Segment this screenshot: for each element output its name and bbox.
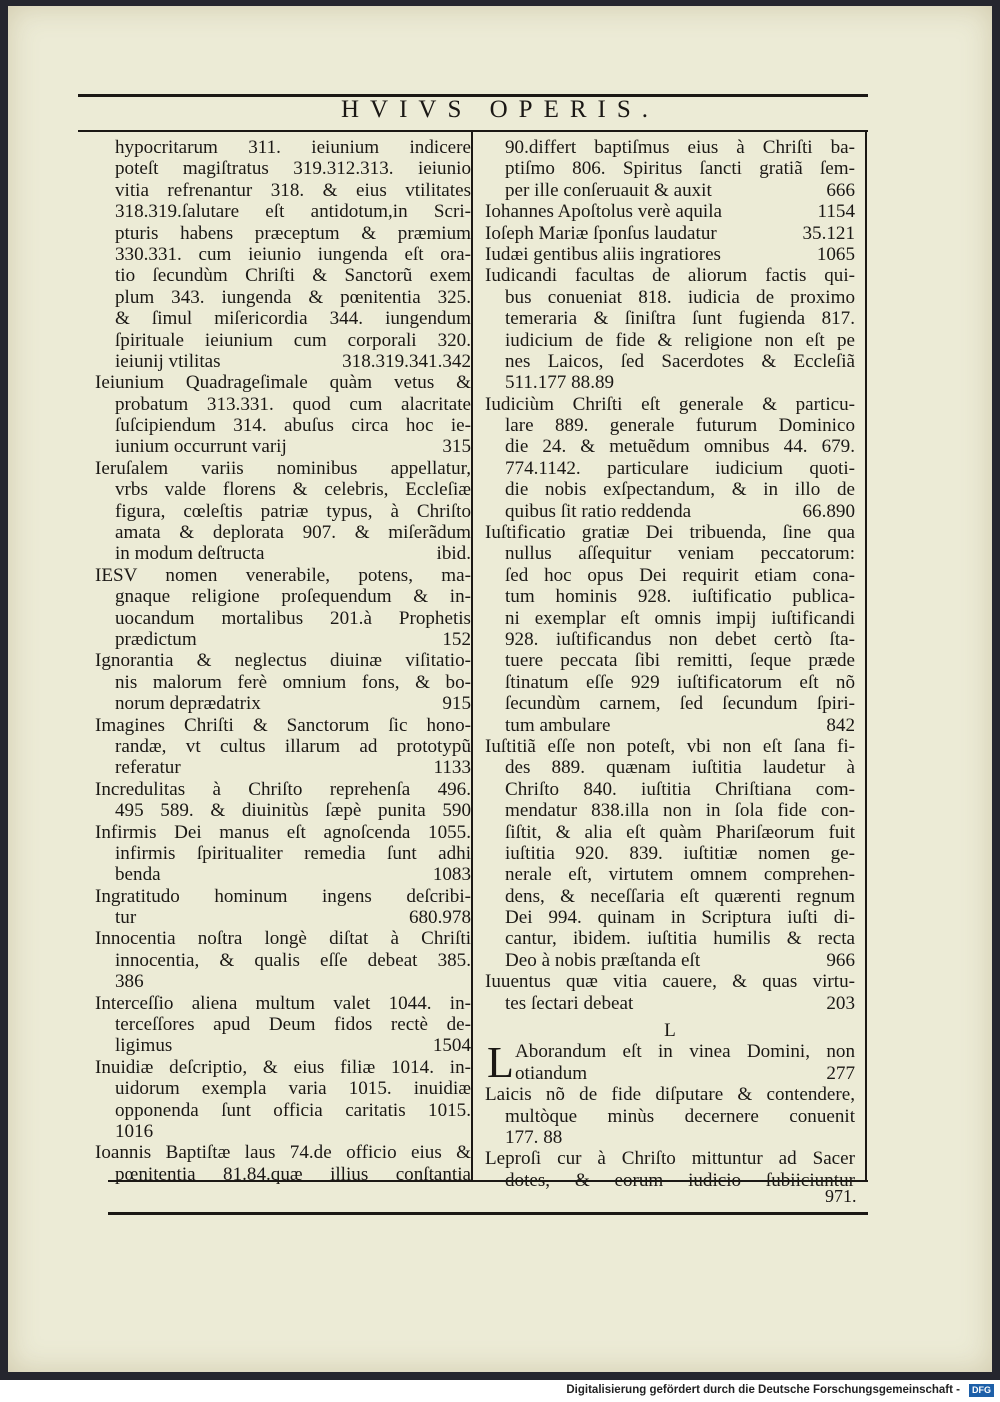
page-reference: 1133 xyxy=(433,757,471,779)
index-line xyxy=(485,1127,855,1148)
index-text: IESV nomen venerabile, potens, ma- xyxy=(95,564,471,586)
index-text: 511.177 88.89 xyxy=(505,372,615,394)
index-line xyxy=(485,1063,855,1084)
index-text: nes Laicos, ſed Sacerdotes & Eccleſiã xyxy=(505,350,855,372)
index-text: Iudæi gentibus aliis ingratiores xyxy=(485,243,721,265)
index-line xyxy=(95,629,471,650)
index-line xyxy=(485,586,855,607)
index-text: Iudiciùm Chriſti eſt generale & particu- xyxy=(485,393,855,415)
index-text: vitia refrenantur 318. & eius vtilitates xyxy=(115,179,471,201)
index-text: Ingratitudo hominum ingens deſcribi- xyxy=(95,885,471,907)
index-text: pœnitentia 81.84.quæ illius conſtantia xyxy=(115,1163,471,1185)
index-line xyxy=(95,993,471,1014)
index-line xyxy=(485,394,855,415)
page-reference: 277 xyxy=(826,1062,855,1084)
index-text: 774.1142. particulare iudicium quoti- xyxy=(505,457,855,479)
index-line xyxy=(95,950,471,971)
index-line xyxy=(485,543,855,564)
page-reference: 203 xyxy=(826,992,855,1014)
index-line xyxy=(485,330,855,351)
index-text: nerale eſt, virtutem omnem comprehen- xyxy=(505,864,855,886)
dropcap-entry xyxy=(485,1038,855,1088)
page-reference: 666 xyxy=(826,179,855,201)
index-text: ptiſmo 806. Spiritus ſancti gratiã ſem- xyxy=(505,158,855,180)
index-text: des 889. quænam iuſtitia laudetur à xyxy=(505,757,855,779)
index-text: tes ſectari debeat xyxy=(505,992,634,1014)
index-line xyxy=(485,715,855,736)
index-text: terceſſores apud Deum fidos rectè de- xyxy=(115,1014,471,1036)
index-text: uidorum exempla varia 1015. inuidiæ xyxy=(115,1078,471,1100)
index-text: Incredulitas à Chriſto reprehenſa 496. xyxy=(95,778,471,800)
index-text: 1016 xyxy=(115,1120,154,1142)
index-line xyxy=(485,158,855,179)
index-line xyxy=(95,180,471,201)
index-line xyxy=(95,543,471,564)
index-text: norum deprædatrix xyxy=(115,693,261,715)
index-line xyxy=(95,736,471,757)
index-line xyxy=(95,907,471,928)
index-line xyxy=(485,436,855,457)
index-text: Iohannes Apoſtolus verè aquila xyxy=(485,201,723,223)
index-line xyxy=(95,265,471,286)
dropcap-letter: L xyxy=(487,1038,514,1088)
index-line xyxy=(95,415,471,436)
index-line xyxy=(95,479,471,500)
page-reference: 66.890 xyxy=(802,500,855,522)
index-line xyxy=(485,971,855,992)
index-text: hypocritarum 311. ieiunium indicere xyxy=(115,137,471,158)
index-line xyxy=(95,458,471,479)
index-text: ſpirituale ieiunium cum corporali 320. xyxy=(115,329,471,351)
index-line xyxy=(95,436,471,457)
index-text: nullus aſſequitur veniam peccatorum: xyxy=(505,543,855,565)
index-text: gnaque religione proſequendum & in- xyxy=(115,586,471,608)
index-text: benda xyxy=(115,864,161,886)
index-line xyxy=(485,372,855,393)
index-text: iudicium de fide & religione non eſt pe xyxy=(505,329,855,351)
index-line xyxy=(485,522,855,543)
index-text: Iuſtitiã eſſe non poteſt, vbi non eſt ſana fi- xyxy=(485,735,855,757)
index-line xyxy=(95,1164,471,1185)
index-line xyxy=(95,522,471,543)
index-line xyxy=(95,586,471,607)
index-text: 318.319.ſalutare eſt antidotum,in Scri- xyxy=(115,201,471,223)
index-text: tio ſecundùm Chriſti & Sanctorũ exem xyxy=(115,265,471,287)
index-line xyxy=(485,1148,855,1169)
index-line xyxy=(485,1041,855,1062)
index-line xyxy=(95,330,471,351)
index-line xyxy=(485,672,855,693)
index-line xyxy=(95,1014,471,1035)
index-line xyxy=(95,394,471,415)
index-text: Innocentia noſtra longè diſtat à Chriſti xyxy=(95,928,471,950)
index-line xyxy=(485,1084,855,1105)
index-line xyxy=(485,650,855,671)
left-column xyxy=(95,137,471,1185)
index-text: vrbs valde florens & celebris, Eccleſiæ xyxy=(115,479,471,501)
page-reference: 680.978 xyxy=(408,907,471,929)
index-line xyxy=(95,650,471,671)
index-line xyxy=(485,244,855,265)
index-line xyxy=(95,608,471,629)
index-line xyxy=(485,693,855,714)
index-line xyxy=(485,843,855,864)
index-text: ligimus xyxy=(115,1035,173,1057)
index-line xyxy=(95,971,471,992)
index-text: amata & deplorata 907. & miſerãdum xyxy=(115,522,471,544)
index-text: cantur, ibidem. iuſtitia humilis & recta xyxy=(505,928,855,950)
index-text: in modum deſtructa xyxy=(115,543,265,565)
index-text: iunium occurrunt varij xyxy=(115,436,287,458)
running-header: HVIVS OPERIS. xyxy=(340,96,660,123)
index-text: 330.331. cum ieiunio iungenda eſt ora- xyxy=(115,243,471,265)
index-line xyxy=(485,757,855,778)
index-text: randæ, vt cultus illarum ad prototypũ xyxy=(115,735,471,757)
index-line xyxy=(485,351,855,372)
index-text: Interceſſio aliena multum valet 1044. in- xyxy=(95,992,471,1014)
index-line xyxy=(485,479,855,500)
index-line xyxy=(95,1057,471,1078)
index-text: ieiunij vtilitas xyxy=(115,350,221,372)
index-text: ſuſcipiendum 314. abuſus circa hoc ie- xyxy=(115,415,471,437)
index-text: opponenda ſunt officia caritatis 1015. xyxy=(115,1099,471,1121)
index-line xyxy=(485,950,855,971)
page-reference: 35.121 xyxy=(802,222,855,244)
page-reference: 152 xyxy=(442,628,471,650)
page-reference: 1154 xyxy=(817,201,855,223)
index-line xyxy=(485,223,855,244)
bottom-rule xyxy=(108,1212,868,1215)
index-line xyxy=(95,1035,471,1056)
index-line xyxy=(485,993,855,1014)
index-line xyxy=(485,265,855,286)
index-line xyxy=(485,287,855,308)
index-text: bus conueniat 818. iudicia de proximo xyxy=(505,286,855,308)
index-line xyxy=(95,822,471,843)
page-number: 971. xyxy=(825,1186,857,1206)
index-text: Leproſi cur à Chriſto mittuntur ad Sacer xyxy=(485,1148,855,1170)
index-text: tum ambulare xyxy=(505,714,611,736)
index-text: uocandum mortalibus 201.à Prophetis xyxy=(115,607,471,629)
index-line xyxy=(95,693,471,714)
index-text: 386 xyxy=(115,971,144,993)
index-line xyxy=(485,415,855,436)
index-text: Iudicandi facultas de aliorum factis qui- xyxy=(485,265,855,287)
page-reference: 318.319.341.342 xyxy=(342,350,471,372)
index-text: multòque minùs decernere conuenit xyxy=(505,1105,855,1127)
index-line xyxy=(485,180,855,201)
index-text: die 24. & metuẽdum omnibus 44. 679. xyxy=(505,436,855,458)
page-reference: ibid. xyxy=(436,543,471,565)
section-letter: L xyxy=(664,1020,676,1042)
index-text: ni exemplar eſt omnis impij iuſtificandi xyxy=(505,607,855,629)
index-text: ſed hoc opus Dei requirit etiam cona- xyxy=(505,564,855,586)
index-text: Chriſto 840. iuſtitia Chriſtiana com- xyxy=(505,778,855,800)
index-text: 495 589. & diuinitùs ſæpè punita 590 xyxy=(115,800,471,822)
index-line xyxy=(95,501,471,522)
index-text: & ſimul miſericordia 344. iungendum xyxy=(115,308,471,330)
index-line xyxy=(95,137,471,158)
index-text: infirmis ſpiritualiter remedia ſunt adhi xyxy=(115,842,471,864)
index-text: tum hominis 928. iuſtificatio publica- xyxy=(505,586,855,608)
index-text: lare 889. generale futurum Dominico xyxy=(505,415,855,437)
index-text: referatur xyxy=(115,757,181,779)
index-line xyxy=(95,201,471,222)
index-text: dotes, & eorum iudicio ſubiiciuntur xyxy=(505,1169,855,1191)
index-text: Ioannis Baptiſtæ laus 74.de officio eius & xyxy=(95,1142,471,1164)
index-line xyxy=(485,928,855,949)
index-line xyxy=(485,137,855,158)
index-line xyxy=(95,565,471,586)
page-reference: 842 xyxy=(826,714,855,736)
index-text: mendatur 838.illa non in ſola fide con- xyxy=(505,800,855,822)
dfg-logo: DFG xyxy=(969,1384,994,1397)
column-divider xyxy=(471,132,473,1180)
index-line xyxy=(95,715,471,736)
page-reference: 966 xyxy=(826,949,855,971)
index-line xyxy=(95,800,471,821)
index-text: ſecundùm carnem, ſed ſecundum ſpiri- xyxy=(505,693,855,715)
index-text: Ignorantia & neglectus diuinæ viſitatio- xyxy=(95,650,471,672)
index-text: 177. 88 xyxy=(505,1126,563,1148)
index-line xyxy=(95,1078,471,1099)
page-reference: 915 xyxy=(442,693,471,715)
index-text: Ieiunium Quadrageſimale quàm vetus & xyxy=(95,372,471,394)
index-line xyxy=(95,244,471,265)
index-line xyxy=(485,800,855,821)
index-text: Ioſeph Mariæ ſponſus laudatur xyxy=(485,222,717,244)
index-text: Inuidiæ deſcriptio, & eius filiæ 1014. in- xyxy=(95,1056,471,1078)
right-column xyxy=(485,137,855,1191)
book-page xyxy=(8,6,992,1372)
index-line xyxy=(485,822,855,843)
index-text: Infirmis Dei manus eſt agnoſcenda 1055. xyxy=(95,821,471,843)
index-text: iuſtitia 920. 839. iuſtitiæ nomen ge- xyxy=(505,842,855,864)
index-text: 928. iuſtificandus non debet certò ſta- xyxy=(505,628,855,650)
frame-right xyxy=(865,132,867,1180)
index-text: tuere peccata ſibi remitti, ſeque præde xyxy=(505,650,855,672)
index-line xyxy=(95,1121,471,1142)
index-line xyxy=(95,308,471,329)
index-line xyxy=(485,1170,855,1191)
index-text: poteſt magiſtratus 319.312.313. ieiunio xyxy=(115,158,471,180)
index-line xyxy=(485,501,855,522)
index-text: 90.differt baptiſmus eius à Chriſti ba- xyxy=(505,137,855,158)
index-text: probatum 313.331. quod cum alacritate xyxy=(115,393,471,415)
index-line xyxy=(485,565,855,586)
index-line xyxy=(485,907,855,928)
index-line xyxy=(485,201,855,222)
index-text: Iuuentus quæ vitia cauere, & quas virtu- xyxy=(485,971,855,993)
index-text: ſtinatum eſſe 929 iuſtificatorum eſt nõ xyxy=(505,671,855,693)
index-text: temeraria & ſiniſtra ſunt fugienda 817. xyxy=(505,308,855,330)
index-text: Iuſtificatio gratiæ Dei tribuenda, ſine qua xyxy=(485,522,855,544)
index-text: nis malorum ferè omnium fons, & bo- xyxy=(115,671,471,693)
index-line xyxy=(485,1106,855,1127)
index-line xyxy=(485,864,855,885)
index-line xyxy=(485,779,855,800)
index-text: Imagines Chriſti & Sanctorum ſic hono- xyxy=(95,714,471,736)
index-text: Ieruſalem variis nominibus appellatur, xyxy=(95,457,471,479)
header-rule-lower xyxy=(78,130,868,132)
page-reference: 1065 xyxy=(816,243,855,265)
index-line xyxy=(95,351,471,372)
index-line xyxy=(95,886,471,907)
page-reference: 1504 xyxy=(432,1035,471,1057)
index-line xyxy=(485,458,855,479)
index-line xyxy=(95,1100,471,1121)
page-reference: 315 xyxy=(442,436,471,458)
index-text: die nobis exſpectandum, & in illo de xyxy=(505,479,855,501)
index-line xyxy=(95,864,471,885)
page-reference: 1083 xyxy=(432,864,471,886)
index-line xyxy=(95,779,471,800)
index-text: prædictum xyxy=(115,628,197,650)
index-text: innocentia, & qualis eſſe debeat 385. xyxy=(115,949,471,971)
index-text: pturis habens præceptum & præmium xyxy=(115,222,471,244)
index-line xyxy=(95,928,471,949)
index-text: Dei 994. quinam in Scriptura iuſti di- xyxy=(505,907,855,929)
index-text: per ille conſeruauit & auxit xyxy=(505,179,712,201)
index-text: Laicis nõ de fide diſputare & contendere, xyxy=(485,1084,855,1106)
index-line xyxy=(95,372,471,393)
index-line xyxy=(95,672,471,693)
index-line xyxy=(485,736,855,757)
index-text: dens, & neceſſaria eſt quærenti regnum xyxy=(505,885,855,907)
index-text: otiandum xyxy=(515,1062,588,1084)
index-text: tur xyxy=(115,907,137,929)
index-text: quibus ſit ratio reddenda xyxy=(505,500,692,522)
index-line xyxy=(485,886,855,907)
index-line xyxy=(95,1142,471,1163)
index-text: ſiſtit, & alia eſt quàm Phariſæorum fuit xyxy=(505,821,855,843)
funding-credit: Digitalisierung gefördert durch die Deutsche Forschungsgemeinschaft - xyxy=(566,1384,960,1396)
index-text: plum 343. iungenda & pœnitentia 325. xyxy=(115,286,471,308)
index-line xyxy=(485,629,855,650)
index-text: Deo à nobis præſtanda eſt xyxy=(505,949,701,971)
index-line xyxy=(95,757,471,778)
index-line xyxy=(95,223,471,244)
footer-bar xyxy=(0,1380,1000,1402)
index-line xyxy=(95,843,471,864)
index-line xyxy=(95,158,471,179)
index-line xyxy=(95,287,471,308)
index-text: Aborandum eſt in vinea Domini, non xyxy=(515,1041,855,1063)
index-line xyxy=(485,608,855,629)
index-line xyxy=(485,308,855,329)
index-text: figura, cœleſtis patriæ typus, à Chriſto xyxy=(115,500,471,522)
